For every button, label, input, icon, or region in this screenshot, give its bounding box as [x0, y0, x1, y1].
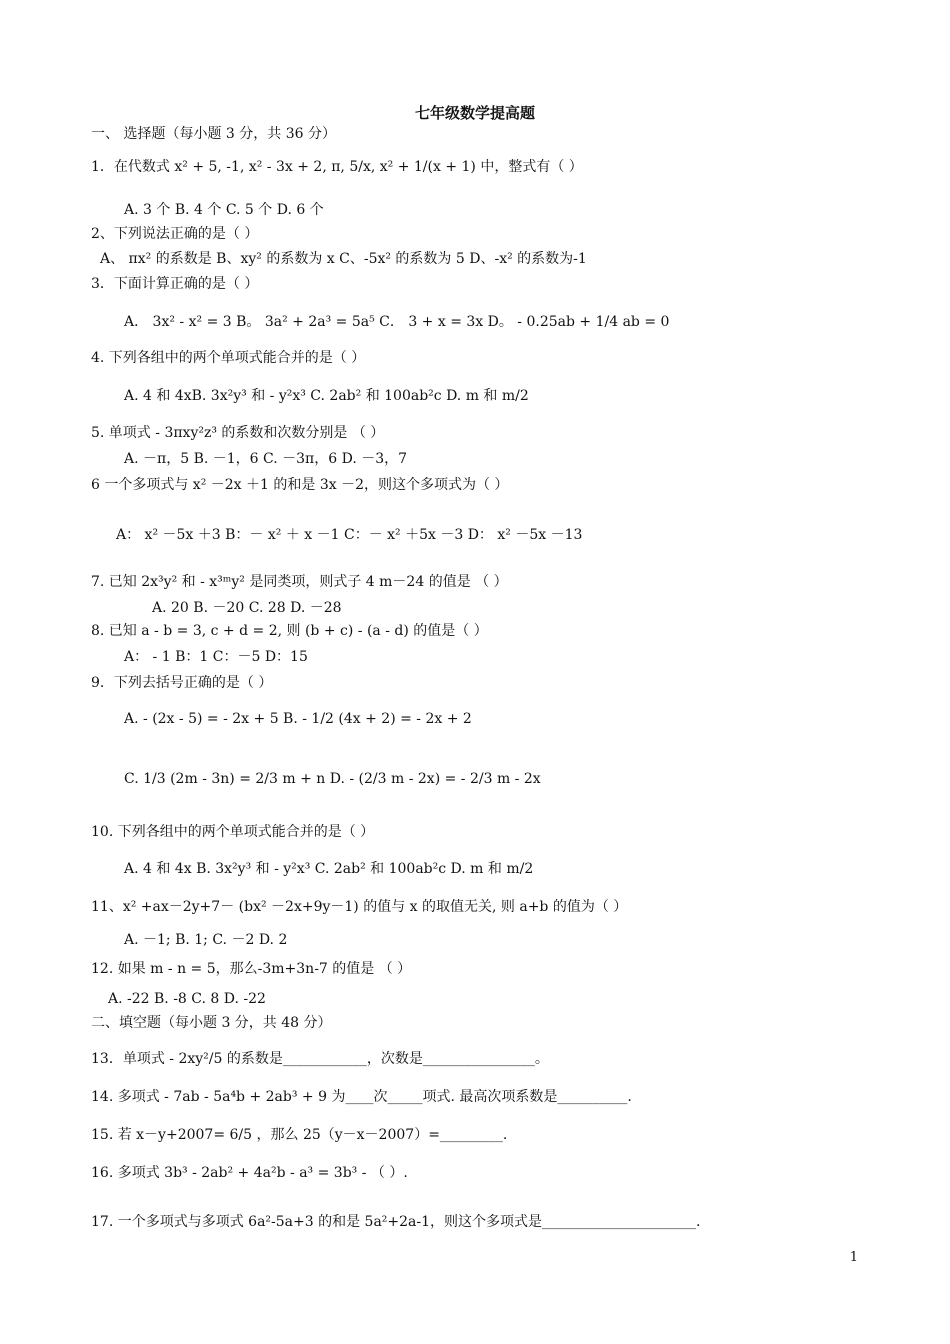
line-q15: 15. 若 x－y+2007= 6/5 ，那么 25（y－x－2007）=_________. — [91, 1127, 508, 1143]
line-q4: 4. 下列各组中的两个单项式能合并的是（ ） — [91, 350, 366, 366]
line-q1o: A. 3 个 B. 4 个 C. 5 个 D. 6 个 — [124, 202, 324, 218]
line-q5o: A. －π，5 B. －1，6 C. －3π，6 D. －3，7 — [124, 451, 408, 467]
line-q7: 7. 已知 2x³y² 和 - x³ᵐy² 是同类项，则式子 4 m－24 的值是 （ ） — [91, 574, 508, 590]
line-q1: 1．在代数式 x² + 5, -1, x² - 3x + 2, π, 5/x, x² + 1/(x + 1) 中，整式有（ ） — [91, 159, 583, 175]
line-q2: 2、下列说法正确的是（ ） — [91, 226, 259, 242]
line-q9: 9．下列去括号正确的是（ ） — [91, 675, 273, 691]
page-title: 七年级数学提高题 — [414, 104, 535, 122]
line-q12: 12. 如果 m - n = 5，那么-3m+3n-7 的值是 （ ） — [91, 961, 412, 977]
line-q8: 8. 已知 a - b = 3, c + d = 2, 则 (b + c) - (a - d) 的值是（ ） — [91, 623, 488, 639]
line-q9b: C. 1/3 (2m - 3n) = 2/3 m + n D. - (2/3 m - 2x) = - 2/3 m - 2x — [124, 771, 541, 787]
line-q10: 10. 下列各组中的两个单项式能合并的是（ ） — [91, 824, 375, 840]
line-q13: 13．单项式 - 2xy²/5 的系数是____________，次数是________________。 — [91, 1051, 549, 1067]
line-q3o: A． 3x² - x² = 3 B。 3a² + 2a³ = 5a⁵ C． 3 + x = 3x D。 - 0.25ab + 1/4 ab = 0 — [124, 314, 670, 330]
line-sec2: 二、填空题（每小题 3 分，共 48 分） — [91, 1015, 332, 1031]
line-q2o: A、 πx² 的系数是 B、xy² 的系数为 x C、-5x² 的系数为 5 D、-x² 的系数为-1 — [100, 251, 587, 267]
line-q11o: A. －1; B. 1; C. －2 D. 2 — [124, 932, 288, 948]
line-q7o: A. 20 B. －20 C. 28 D. －28 — [152, 600, 342, 616]
line-q10o: A. 4 和 4x B. 3x²y³ 和 - y²x³ C. 2ab² 和 100ab²c D. m 和 m/2 — [124, 861, 534, 877]
line-q6: 6 一个多项式与 x² －2x ＋1 的和是 3x －2，则这个多项式为（ ） — [91, 477, 509, 493]
line-q17: 17. 一个多项式与多项式 6a²-5a+3 的和是 5a²+2a-1，则这个多项式是______________________. — [91, 1214, 701, 1230]
page-number: 1 — [849, 1250, 858, 1265]
line-q8o: A： - 1 B：1 C：－5 D：15 — [124, 649, 308, 665]
line-q4o: A. 4 和 4xB. 3x²y³ 和 - y²x³ C. 2ab² 和 100ab²c D. m 和 m/2 — [124, 388, 529, 404]
line-q11: 11、x² +ax－2y+7－ (bx² －2x+9y－1) 的值与 x 的取值无关, 则 a+b 的值为（ ） — [91, 899, 628, 915]
line-sec1: 一、 选择题（每小题 3 分，共 36 分） — [91, 126, 336, 142]
line-q3: 3．下面计算正确的是（ ） — [91, 276, 259, 292]
line-q9a: A. - (2x - 5) = - 2x + 5 B. - 1/2 (4x + 2) = - 2x + 2 — [124, 711, 472, 727]
line-q6o: A： x² －5x ＋3 B：－ x² ＋ x －1 C：－ x² ＋5x －3 D： x² －5x －13 — [116, 527, 583, 543]
line-q12o: A. -22 B. -8 C. 8 D. -22 — [108, 991, 266, 1007]
line-q5: 5. 单项式 - 3πxy²z³ 的系数和次数分别是 （ ） — [91, 425, 385, 441]
line-q16: 16. 多项式 3b³ - 2ab² + 4a²b - a³ = 3b³ - （ ）. — [91, 1165, 408, 1181]
line-q14: 14. 多项式 - 7ab - 5a⁴b + 2ab³ + 9 为____次_____项式. 最高次项系数是__________. — [91, 1089, 632, 1105]
